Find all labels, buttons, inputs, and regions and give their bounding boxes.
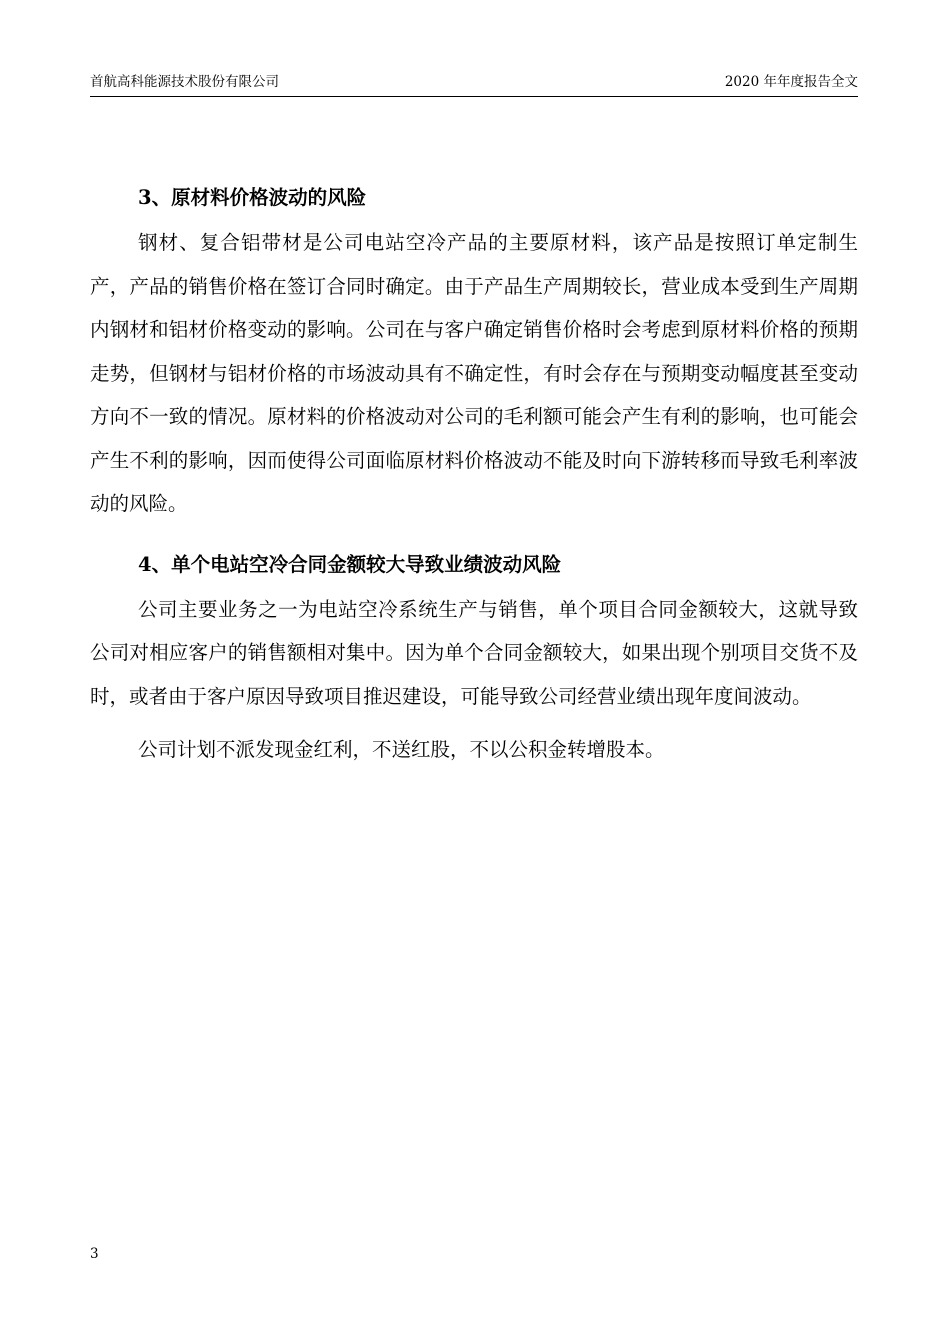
- header-company-name: 首航高科能源技术股份有限公司: [90, 74, 279, 90]
- header-report-title: 2020 年年度报告全文: [724, 74, 858, 90]
- page-header: [90, 70, 858, 97]
- dividend-statement: 公司计划不派发现金红利，不送红股，不以公积金转增股本。: [138, 738, 665, 761]
- section-paragraph-contract-risk: 公司主要业务之一为电站空冷系统生产与销售，单个项目合同金额较大，这就导致公司对相应客户的销售额相对集中。因为单个合同金额较大，如果出现个别项目交货不及时，或者由于客户原因导致项目推迟建设，可能导致公司经营业绩出现年度间波动。: [90, 597, 858, 708]
- document-body: [90, 174, 858, 772]
- section-heading-raw-material-risk: 3、原材料价格波动的风险: [138, 186, 367, 209]
- section-paragraph-raw-material-risk: 钢材、复合铝带材是公司电站空冷产品的主要原材料，该产品是按照订单定制生产，产品的销售价格在签订合同时确定。由于产品生产周期较长，营业成本受到生产周期内钢材和铝材价格变动的影响。公司在与客户确定销售价格时会考虑到原材料价格的预期走势，但钢材与铝材价格的市场波动具有不确定性，有时会存在与预期变动幅度甚至变动方向不一致的情况。原材料的价格波动对公司的毛利额可能会产生有利的影响，也可能会产生不利的影响，因而使得公司面临原材料价格波动不能及时向下游转移而导致毛利率波动的风险。: [90, 231, 858, 515]
- page-number: 3: [90, 1246, 99, 1262]
- section-heading-contract-risk: 4、单个电站空冷合同金额较大导致业绩波动风险: [138, 552, 562, 576]
